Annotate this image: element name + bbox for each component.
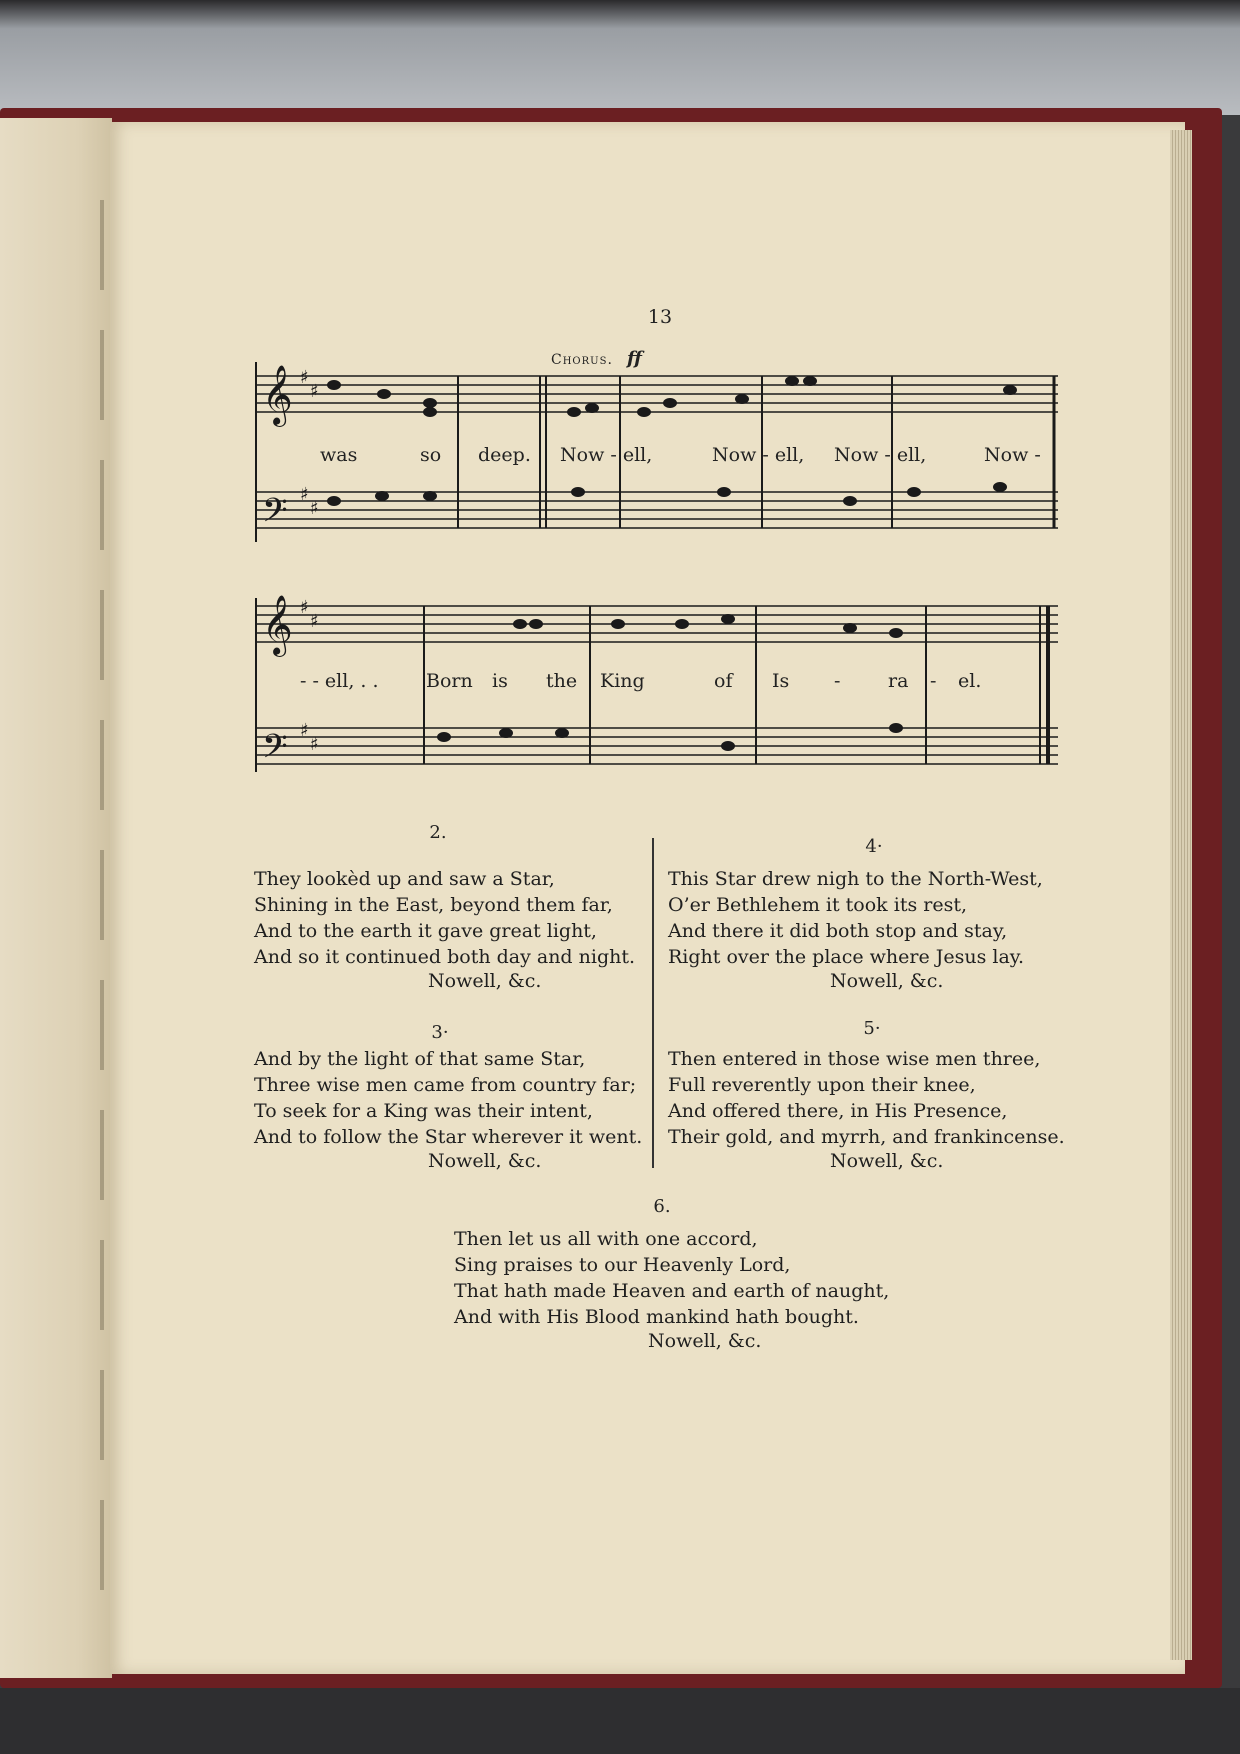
verse-line: And so it continued both day and night. [254, 946, 636, 968]
lyric-syllable: - [930, 670, 937, 692]
verse-line: Then entered in those wise men three, [668, 1048, 1041, 1070]
chorus-label: Chorus. [551, 352, 613, 368]
verse-line: And to follow the Star wherever it went. [254, 1126, 643, 1148]
svg-text:♯: ♯ [300, 484, 309, 505]
lyric-syllable: the [546, 670, 578, 692]
lyric-syllable: Now - ell, [834, 444, 927, 466]
verse-line: Right over the place where Jesus lay. [668, 946, 1025, 968]
svg-text:♯: ♯ [300, 367, 309, 388]
refrain-line: Nowell, &c. [830, 1150, 944, 1172]
verse-line: And with His Blood mankind hath bought. [454, 1306, 859, 1328]
verse-line: Three wise men came from country far; [254, 1074, 637, 1096]
lyric-syllable: deep. [478, 444, 531, 466]
lyric-syllable: Is [772, 670, 790, 692]
lyric-syllable: el. [958, 670, 982, 692]
verse-line: Full reverently upon their knee, [668, 1074, 976, 1096]
svg-text:𝄢: 𝄢 [262, 728, 288, 774]
refrain-line: Nowell, &c. [428, 1150, 542, 1172]
verse-number: 2. [429, 822, 447, 843]
lyric-syllable: - [834, 670, 841, 692]
lyric-syllable: Now - ell, [712, 444, 805, 466]
verse-line: And there it did both stop and stay, [668, 920, 1008, 942]
verse-line: Shining in the East, beyond them far, [254, 894, 613, 916]
refrain-line: Nowell, &c. [830, 970, 944, 992]
svg-text:𝄞: 𝄞 [262, 365, 293, 425]
lyric-syllable: is [492, 670, 508, 692]
page-number: 13 [647, 306, 673, 328]
verse-line: And to the earth it gave great light, [254, 920, 597, 942]
column-divider [652, 838, 654, 1168]
verse-line: O’er Bethlehem it took its rest, [668, 894, 967, 916]
svg-text:𝄢: 𝄢 [262, 492, 288, 538]
lyric-syllable: - - ell, . . [300, 670, 379, 692]
lyric-syllable: so [420, 444, 442, 466]
verse-line: And by the light of that same Star, [254, 1048, 586, 1070]
lyric-syllable: was [320, 444, 358, 466]
lyric-syllable: of [714, 670, 733, 692]
verse-number: 5· [863, 1018, 881, 1039]
verse-line: They lookèd up and saw a Star, [254, 868, 555, 890]
verse-6 [454, 1226, 889, 1330]
svg-text:𝄞: 𝄞 [262, 595, 293, 655]
verse-5 [668, 1046, 1065, 1150]
svg-text:♯: ♯ [300, 720, 309, 741]
verse-number: 6. [653, 1196, 671, 1217]
lyric-syllable: Born [426, 670, 473, 692]
lyric-syllable: Now - ell, [560, 444, 653, 466]
refrain-line: Nowell, &c. [648, 1330, 762, 1352]
verse-line: This Star drew nigh to the North-West, [668, 868, 1043, 890]
verse-line: To seek for a King was their intent, [254, 1100, 593, 1122]
svg-text:♯: ♯ [310, 381, 319, 402]
dynamic-marking: ff [627, 348, 642, 369]
svg-text:♯: ♯ [310, 611, 319, 632]
verse-line: That hath made Heaven and earth of naught, [454, 1280, 890, 1302]
refrain-line: Nowell, &c. [428, 970, 542, 992]
verse-4 [668, 866, 1043, 970]
svg-text:♯: ♯ [310, 498, 319, 519]
verse-line: Their gold, and myrrh, and frankincense. [668, 1126, 1065, 1148]
verse-3 [254, 1046, 642, 1150]
svg-text:♯: ♯ [300, 597, 309, 618]
verse-number: 4· [865, 836, 883, 857]
verse-2 [254, 866, 635, 970]
lyric-syllable: King [600, 670, 645, 692]
lyric-syllable: ra [888, 670, 909, 692]
verse-line: And offered there, in His Presence, [668, 1100, 1008, 1122]
verse-line: Sing praises to our Heavenly Lord, [454, 1254, 791, 1276]
verse-number: 3· [431, 1022, 449, 1043]
svg-text:♯: ♯ [310, 734, 319, 755]
verse-line: Then let us all with one accord, [454, 1228, 758, 1250]
lyric-syllable: Now - [984, 444, 1041, 466]
